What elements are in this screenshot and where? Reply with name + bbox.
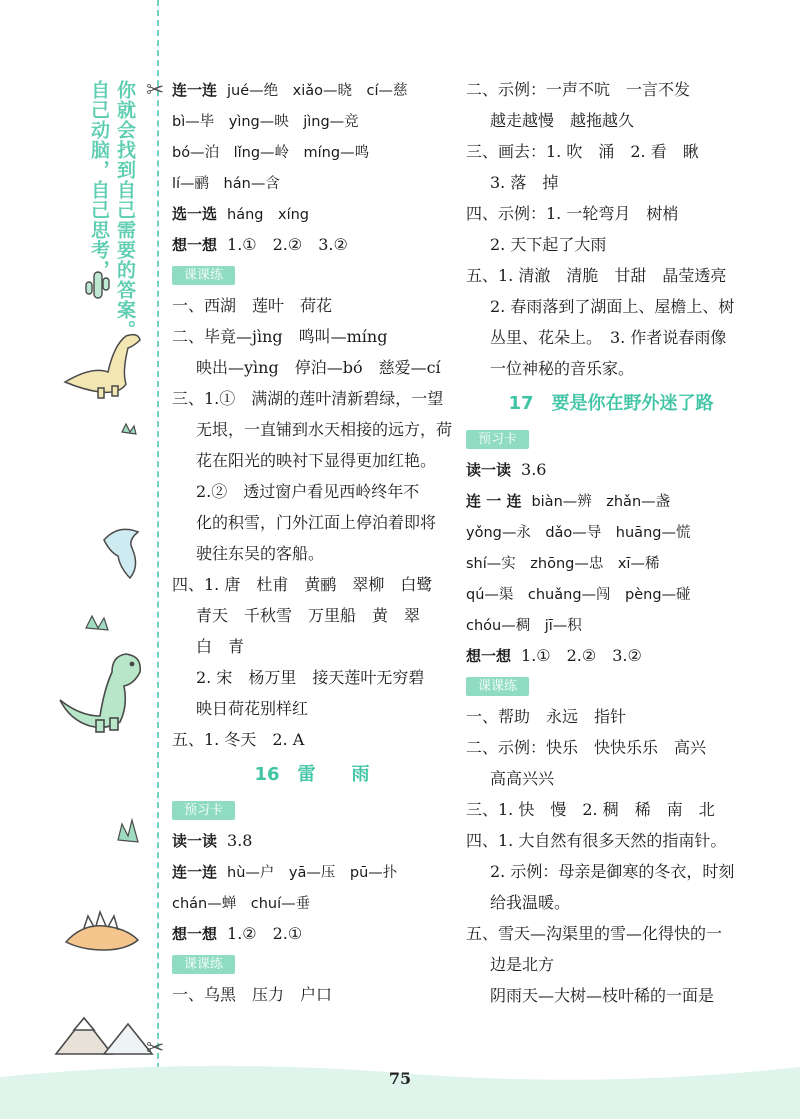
- section-tag-row: [466, 424, 756, 454]
- answer-line: [466, 825, 756, 856]
- right-answer-column: [466, 74, 756, 1011]
- slogan-line-1: 你就会找到自己需要的答案。: [114, 80, 136, 340]
- answer-line: [466, 260, 756, 291]
- section-tag-row: [466, 671, 756, 701]
- answer-line: [172, 887, 452, 918]
- answer-text: 3.6: [521, 460, 547, 479]
- answer-text: 无垠，一直铺到水天相接的远方，荷: [196, 420, 453, 439]
- answer-line: [466, 322, 756, 353]
- exercise-label: 选一选: [172, 205, 218, 223]
- answer-line: [172, 476, 452, 507]
- section-tag: 预习卡: [172, 801, 235, 820]
- answer-line: [466, 291, 756, 322]
- left-margin-decoration: [0, 0, 160, 1119]
- answer-line: [172, 352, 452, 383]
- lesson-title: 16 雷 雨: [254, 764, 370, 785]
- answer-text: 2. 春雨落到了湖面上、屋檐上、树: [490, 297, 735, 316]
- answer-line: [172, 383, 452, 414]
- answer-line: [466, 105, 756, 136]
- answer-text: jué—绝 xiǎo—晓 cí—慈: [227, 83, 408, 99]
- answer-text: 高高兴兴: [490, 769, 555, 788]
- answer-line: [466, 980, 756, 1011]
- answer-text: 三、1. 快 慢 2. 稠 稀 南 北: [466, 800, 715, 819]
- answer-line: [466, 609, 756, 640]
- answer-line: [172, 662, 452, 693]
- answer-text: 给我温暖。: [490, 893, 571, 912]
- answer-text: bó—泊 lǐng—岭 míng—鸣: [172, 145, 370, 161]
- answer-text: shí—实 zhōng—忠 xī—稀: [466, 556, 660, 572]
- answer-text: 五、雪天—沟渠里的雪—化得快的一: [466, 924, 723, 943]
- answer-text: qú—渠 chuǎng—闯 pèng—碰: [466, 587, 691, 603]
- answer-text: 五、1. 清澈 清脆 甘甜 晶莹透亮: [466, 266, 727, 285]
- answer-text: 青天 千秋雪 万里船 黄 翠: [196, 606, 421, 625]
- answer-line: [466, 763, 756, 794]
- answer-text: 3. 落 掉: [490, 173, 559, 192]
- answer-text: 越走越慢 越拖越久: [490, 111, 635, 130]
- section-tag: 课课练: [172, 266, 235, 285]
- answer-text: 2.② 透过窗户看见西岭终年不: [196, 482, 420, 501]
- answer-text: chóu—稠 jī—积: [466, 618, 582, 634]
- answer-text: 1.① 2.② 3.②: [227, 235, 348, 254]
- answer-text: 1.② 2.①: [227, 924, 303, 943]
- answer-text: yǒng—永 dǎo—导 huāng—慌: [466, 525, 691, 541]
- answer-text: 三、画去：1. 吹 涌 2. 看 瞅: [466, 142, 699, 161]
- answer-line: [466, 136, 756, 167]
- answer-text: 二、毕竟—jìng 鸣叫—míng: [172, 327, 388, 346]
- answer-text: háng xíng: [227, 207, 309, 223]
- scissors-icon: ✂: [146, 78, 165, 103]
- exercise-label: 读一读: [466, 461, 512, 479]
- answer-line: [466, 516, 756, 547]
- answer-text: 花在阳光的映衬下显得更加红艳。: [196, 451, 437, 470]
- answer-line: [172, 856, 452, 887]
- answer-text: 四、示例：1. 一轮弯月 树梢: [466, 204, 679, 223]
- answer-line: [172, 136, 452, 167]
- answer-line: [172, 414, 452, 445]
- answer-text: biàn—辨 zhǎn—盏: [531, 494, 671, 510]
- answer-line: [172, 569, 452, 600]
- answer-text: 白 青: [196, 637, 245, 656]
- answer-line: [172, 631, 452, 662]
- slogan-line-2: 自己动脑，自己思考，: [88, 80, 110, 280]
- answer-line: [172, 693, 452, 724]
- answer-line: [466, 732, 756, 763]
- answer-text: 二、示例：一声不吭 一言不发: [466, 80, 691, 99]
- answer-text: 三、1.① 满湖的莲叶清新碧绿，一望: [172, 389, 444, 408]
- answer-line: [466, 578, 756, 609]
- answer-line: [172, 538, 452, 569]
- section-tag-row: [172, 795, 452, 825]
- answer-line: [466, 918, 756, 949]
- answer-line: [466, 454, 756, 485]
- exercise-label: 想一想: [172, 925, 218, 943]
- answer-text: 2. 宋 杨万里 接天莲叶无穷碧: [196, 668, 425, 687]
- answer-line: [466, 794, 756, 825]
- answer-text: 一、帮助 永远 指针: [466, 707, 627, 726]
- answer-line: [466, 198, 756, 229]
- section-tag: 课课练: [172, 955, 235, 974]
- answer-text: lí—鹂 hán—含: [172, 176, 280, 192]
- answer-text: 四、1. 唐 杜甫 黄鹂 翠柳 白鹭: [172, 575, 433, 594]
- exercise-label: 读一读: [172, 832, 218, 850]
- answer-text: 映日荷花别样红: [196, 699, 309, 718]
- answer-line: [172, 825, 452, 856]
- answer-line: [172, 74, 452, 105]
- answer-text: 丛里、花朵上。 3. 作者说春雨像: [490, 328, 727, 347]
- answer-text: 一、乌黑 压力 户口: [172, 985, 333, 1004]
- answer-line: [466, 547, 756, 578]
- answer-line: [466, 485, 756, 516]
- page-number: 75: [388, 1069, 412, 1088]
- answer-line: [172, 507, 452, 538]
- answer-line: [172, 229, 452, 260]
- cut-line: [157, 0, 159, 1119]
- answer-text: 1.① 2.② 3.②: [521, 646, 642, 665]
- answer-line: [466, 949, 756, 980]
- section-tag-row: [172, 949, 452, 979]
- exercise-label: 连 一 连: [466, 492, 522, 510]
- answer-text: 边是北方: [490, 955, 555, 974]
- answer-text: 2. 天下起了大雨: [490, 235, 607, 254]
- answer-line: [172, 321, 452, 352]
- answer-line: [172, 290, 452, 321]
- answer-text: 化的积雪，门外江面上停泊着即将: [196, 513, 437, 532]
- exercise-label: 想一想: [172, 236, 218, 254]
- answer-line: [172, 979, 452, 1010]
- exercise-label: 想一想: [466, 647, 512, 665]
- answer-line: [466, 229, 756, 260]
- answer-line: [466, 856, 756, 887]
- answer-line: [466, 74, 756, 105]
- answer-text: bì—毕 yìng—映 jìng—竞: [172, 114, 359, 130]
- answer-text: 一、西湖 莲叶 荷花: [172, 296, 333, 315]
- section-tag: 预习卡: [466, 430, 529, 449]
- answer-text: 3.8: [227, 831, 253, 850]
- answer-text: 2. 示例：母亲是御寒的冬衣，时刻: [490, 862, 735, 881]
- exercise-label: 连一连: [172, 863, 218, 881]
- left-answer-column: [172, 74, 452, 1010]
- section-tag: 课课练: [466, 677, 529, 696]
- answer-line: [466, 167, 756, 198]
- answer-line: [466, 353, 756, 384]
- answer-text: 二、示例：快乐 快快乐乐 高兴: [466, 738, 707, 757]
- exercise-label: 连一连: [172, 81, 218, 99]
- answer-line: [172, 918, 452, 949]
- answer-line: [172, 724, 452, 755]
- answer-line: [466, 640, 756, 671]
- answer-line: [466, 887, 756, 918]
- answer-line: [466, 701, 756, 732]
- answer-line: [172, 445, 452, 476]
- lesson-title: 17 要是你在野外迷了路: [508, 393, 714, 414]
- answer-text: 阴雨天—大树—枝叶稀的一面是: [490, 986, 715, 1005]
- answer-text: 四、1. 大自然有很多天然的指南针。: [466, 831, 727, 850]
- answer-line: [172, 600, 452, 631]
- answer-text: 驶往东吴的客船。: [196, 544, 325, 563]
- answer-line: [172, 198, 452, 229]
- section-tag-row: [172, 260, 452, 290]
- scissors-icon: ✂: [146, 1036, 165, 1061]
- answer-text: 五、1. 冬天 2. A: [172, 730, 305, 749]
- answer-text: hù—户 yā—压 pū—扑: [227, 865, 398, 881]
- answer-line: [172, 167, 452, 198]
- answer-text: 映出—yìng 停泊—bó 慈爱—cí: [196, 358, 441, 377]
- answer-text: chán—蝉 chuí—垂: [172, 896, 311, 912]
- answer-line: [172, 105, 452, 136]
- answer-text: 一位神秘的音乐家。: [490, 359, 635, 378]
